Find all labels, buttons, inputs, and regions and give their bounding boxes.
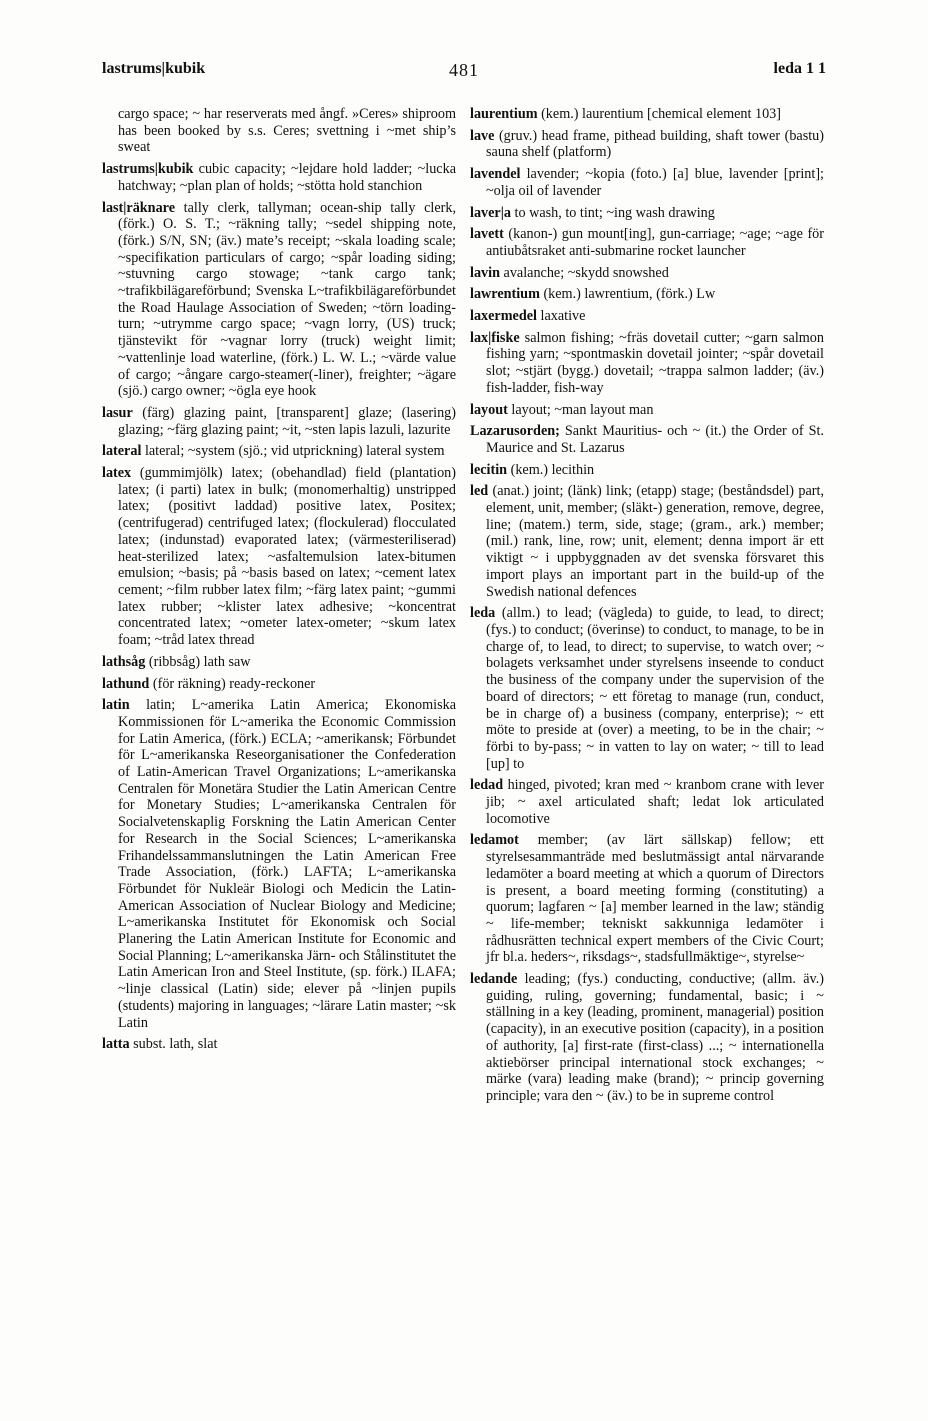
entry-latin: latin latin; L~amerika Latin America; Ekonomiska Kommissionen för L~amerika the Economic Commission for Latin America, (förk.) ECLA; ~amerikansk; Förbundet för L~amerikanska Reseorganisationer the Confederation of Latin-American Travel Organizations; L~amerikanska Centralen för Monetära Studier the Latin American Centre for Monetary Studies; L~amerikanska Centralen för Socialvetenskaplig Forskning the Latin American Center for Research in the Social Sciences; L~amerikanska Frihandelssammanslutningen the Latin American Free Trade Association, (förk.) LAFTA; L~amerikanska Förbundet för Nukleär Biologi och Medicin the Latin-American Association of Nuclear Biology and Medicine; L~amerikanska Institutet för Ekonomisk och Social Planering the Latin American Institute for Economic and Social Planning; L~amerikanska Järn- och Stålinstitutet the Latin American Iron and Steel Institute, (sp. förk.) ILAFA; ~linje classical (Latin) side; elever på ~linjen pupils (students) majoring in languages; ~lärare Latin master; ~sk Latin [102,697,456,1031]
entry-lavendel: lavendel lavender; ~kopia (foto.) [a] blue, lavender [print]; ~olja oil of lavender [470,166,824,199]
entry-lathsag: lathsåg (ribbsåg) lath saw [102,653,251,670]
entry-laurentium: laurentium (kem.) laurentium [chemical element 103] [470,106,781,122]
entry-lave: lave (gruv.) head frame, pithead building, shaft tower (bastu) sauna shelf (platform) [470,127,824,161]
header-left-guide-word: lastrums|kubik [102,60,206,77]
page-number: 481 [449,60,479,80]
entry-ledande: ledande leading; (fys.) conducting, conductive; (allm. äv.) guiding, ruling, governing; fundamental, basic; i ~ ställning in a key (leading, prominent, managerial) position (capacity), in an executive position (capacity), in a position of authority, [a] first-rate (first-class) ...; ~ internationella aktiebörser principal international stock exchanges; ~ märke (vara) leading make (brand); ~ princip governing principle; vara den ~ (äv.) to be in supreme control [470,971,824,1104]
entry-latex: latex (gummimjölk) latex; (obehandlad) field (plantation) latex; (i parti) latex in bulk; (monomerhaltig) unstripped latex; (positivt laddad) positive latex, Positex; (centrifugerad) centrifuged latex; (flockulerad) flocculated latex; (indunstad) evaporated latex; (värmesteriliserad) heat-sterilized latex; ~asfaltemulsion latex-bitumen emulsion; ~basis; på ~basis based on latex; ~cement latex cement; ~film rubber latex film; ~färg latex paint; ~gummi latex rubber; ~klister latex adhesive; ~koncentrat concentrated latex; ~ometer latex-ometer; ~skum latex foam; ~tråd latex thread [102,465,456,649]
header-right-guide-word: leda 1 1 [773,60,826,77]
entry-lateral: lateral lateral; ~system (sjö.; vid utprickning) lateral system [102,443,445,460]
entry-laxfiske: lax|fiske salmon fishing; ~fräs dovetail cutter; ~garn salmon fishing yarn; ~spontmaskin dovetail jointer; ~spår dovetail slot; ~stjärt (bygg.) dovetail; ~trappa salmon ladder; (äv.) fish-ladder, fish-way [470,329,824,396]
entry-layout: layout layout; ~man layout man [470,401,654,418]
entry-lecitin: lecitin (kem.) lecithin [470,461,595,478]
entry-ledad: ledad hinged, pivoted; kran med ~ kranbom crane with lever jib; ~ axel articulated shaft; ledat lok articulated locomotive [470,777,824,827]
entry-ledamot: ledamot member; (av lärt sällskap) fellow; ett styrelsesammanträde med beslutmässigt antal närvarande ledamöter a board meeting at which a quorum of Directors is present, a board meeting forming (constituting) a quorum; lagfaren ~ [a] member learned in the law; ständig ~ life-member; tekniskt sakkunniga ledamöter i rådhusrätten technical expert members of the Civic Court; jfr bl.a. heders~, riksdags~, stadsfullmäktige~, styrelse~ [470,832,824,966]
right-column [470,106,824,1110]
entry-lavin: lavin avalanche; ~skydd snowshed [470,264,669,281]
entry-lastraknare: last|räknare tally clerk, tallyman; ocean-ship tally clerk, (förk.) O. S. T.; ~räkning tally; ~sedel shipping note, (förk.) S/N, SN; (äv.) mate’s receipt; ~skala loading scale; ~specifikation particulars of cargo; ~spår loading siding; ~stuvning cargo stowage; ~tank cargo tank; ~trafikbilägareförbund; Svenska L~trafikbilägareförbundet the Road Haulage Association of Sweden; ~törn loading-turn; ~utrymme cargo space; ~vagn lorry, (US) truck; tjänstevikt för ~vagnar lorry (truck) weight limit; ~vattenlinje load waterline, (förk.) L. W. L.; ~värde value of cargo; ~ångare cargo-steamer(-liner), freighter; ~ägare (sjö.) cargo owner; ~ögla eye hook [102,199,456,400]
entry-lasur: lasur (färg) glazing paint, [transparent] glaze; (lasering) glazing; ~färg glazing paint; ~it, ~sten lapis lazuli, lazurite [102,404,456,438]
entry-led: led (anat.) joint; (länk) link; (etapp) stage; (beståndsdel) part, element, unit, member; (släkt-) generation, remove, degree, line; (matem.) term, side, stage; (gram., ark.) member; (mil.) rank, line, row; unit, element; denna import är ett viktigt ~ i uppbyggnaden av det svenska försvaret this import plays an important part in the build-up of the Swedish national defences [470,483,824,600]
entry-lathund: lathund (för räkning) ready-reckoner [102,675,316,692]
entry-lawrentium: lawrentium (kem.) lawrentium, (förk.) Lw [470,286,716,303]
entry-lavett: lavett (kanon-) gun mount[ing], gun-carriage; ~age; ~age för antiubåtsraket anti-submarine rocket launcher [470,226,824,259]
entry-lavera: laver|a to wash, to tint; ~ing wash drawing [470,204,715,221]
entry-lastrumskubik: lastrums|kubik cubic capacity; ~lejdare hold ladder; ~lucka hatchway; ~plan plan of holds; ~stötta hold stanchion [102,161,456,194]
entry-latta: latta subst. lath, slat [102,1036,218,1053]
left-column [102,106,456,1058]
entry-laxermedel: laxermedel laxative [470,308,586,325]
entry-lazarusorden: Lazarusorden; Sankt Mauritius- och ~ (it.) the Order of St. Maurice and St. Lazarus [470,423,824,456]
entry-leda: leda (allm.) to lead; (vägleda) to guide, to lead, to direct; (fys.) to conduct; (överinse) to conduct, to manage, to be in charge of, to lead, to direct; to supervise, to watch over; ~ bolagets verksamhet under styrelsens inseende to conduct the business of the company under the supervision of the board of directors; ~ ett företag to manage (run, conduct, be in charge of) a business (company, enterprise); ~ ett möte to preside at (over) a meeting, to be in the chair; ~ förbi to by-pass; ~ in vatten to lay on water; ~ till to lead [up] to [470,605,824,772]
entry-continuation: cargo space; ~ har reserverats med ångf. »Ceres» shiproom has been booked by s.s. Ceres; svettning i ~met ship’s sweat [118,106,456,156]
